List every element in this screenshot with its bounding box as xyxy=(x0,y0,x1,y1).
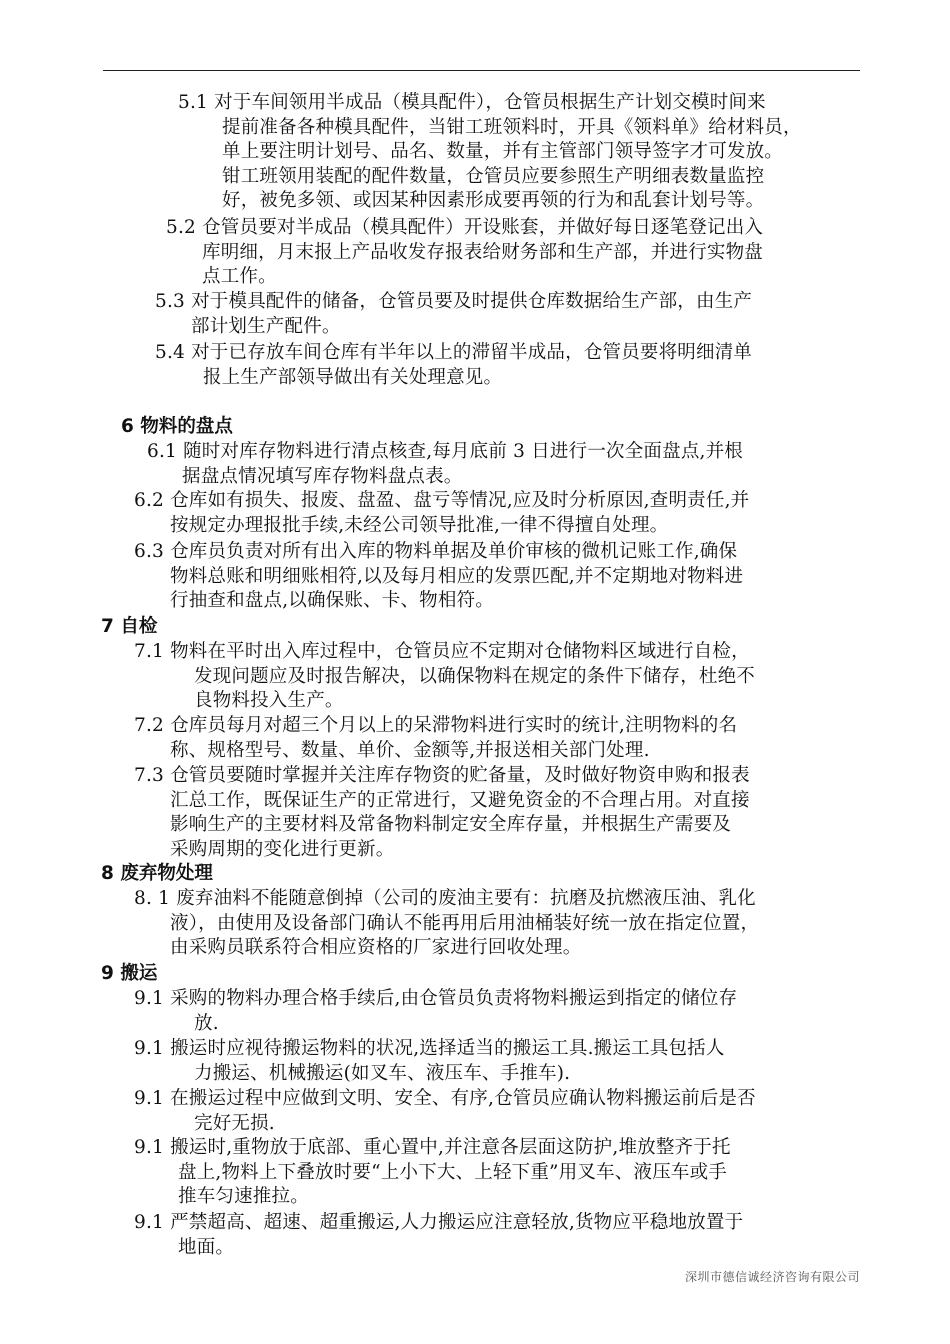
text-line: 9.1 搬运时应视待搬运物料的状况,选择适当的搬运工具.搬运工具包括人 xyxy=(134,1038,725,1059)
text-line: 单上要注明计划号、品名、数量，并有主管部门领导签字才可发放。 xyxy=(222,141,784,162)
clause-5-1 xyxy=(178,91,802,214)
text-line: 5.3 对于模具配件的储备，仓管员要及时提供仓库数据给生产部，由生产 xyxy=(155,291,753,312)
clause-6-2 xyxy=(134,489,749,538)
text-line: 行抽查和盘点,以确保账、卡、物相符。 xyxy=(170,590,494,611)
clause-9-1e xyxy=(134,1211,743,1260)
text-line: 部计划生产配件。 xyxy=(191,315,341,337)
text-line: 6.3 仓库员负责对所有出入库的物料单据及单价审核的微机记账工作,确保 xyxy=(134,541,738,562)
text-line: 6.2 仓库如有损失、报废、盘盈、盘亏等情况,应及时分析原因,查明责任,并 xyxy=(134,490,750,511)
text-line: 地面。 xyxy=(178,1236,235,1258)
text-line: 9.1 严禁超高、超速、超重搬运,人力搬运应注意轻放,货物应平稳地放置于 xyxy=(134,1212,744,1233)
text-line: 7.2 仓库员每月对超三个月以上的呆滞物料进行实时的统计,注明物料的名 xyxy=(134,715,738,736)
text-line: 发现问题应及时报告解决，以确保物料在规定的条件下储存，杜绝不 xyxy=(194,665,756,687)
text-line: 库明细，月末报上产品收发存报表给财务部和生产部，并进行实物盘 xyxy=(202,241,764,263)
text-line: 按规定办理报批手续,未经公司领导批准,一律不得擅自处理。 xyxy=(170,514,669,536)
clause-9-1d xyxy=(134,1136,731,1210)
clause-6-3 xyxy=(134,540,743,614)
clause-9-1a xyxy=(134,987,737,1036)
text-line: 影响生产的主要材料及常备物料制定安全库存量，并根据生产需要及 xyxy=(170,814,732,835)
text-line: 点工作。 xyxy=(202,266,277,287)
text-line: 5.4 对于已存放车间仓库有半年以上的滞留半成品，仓管员要将明细清单 xyxy=(155,342,753,363)
text-line: 9.1 采购的物料办理合格手续后,由仓管员负责将物料搬运到指定的储位存 xyxy=(134,988,738,1009)
text-line: 钳工班领用装配的配件数量，仓管员应要参照生产明细表数量监控 xyxy=(222,165,765,187)
clause-8-1 xyxy=(134,887,759,961)
text-line: 放. xyxy=(194,1012,219,1034)
text-line: 据盘点情况填写库存物料盘点表。 xyxy=(182,465,463,487)
section-heading-6: 6 物料的盘点 xyxy=(121,416,233,437)
text-line: 9.1 在搬运过程中应做到文明、安全、有序,仓管员应确认物料搬运前后是否 xyxy=(134,1088,756,1109)
clause-7-3 xyxy=(134,764,750,862)
text-line: 由采购员联系符合相应资格的厂家进行回收处理。 xyxy=(170,937,582,958)
footer-company: 深圳市德信诚经济咨询有限公司 xyxy=(684,1270,860,1284)
text-line: 6.1 随时对库存物料进行清点核查,每月底前 3 日进行一次全面盘点,并根 xyxy=(147,441,743,462)
clause-5-3 xyxy=(155,290,752,339)
clause-9-1b xyxy=(134,1037,725,1086)
text-line: 良物料投入生产。 xyxy=(194,690,344,711)
section-heading-8: 8 废弃物处理 xyxy=(101,863,213,884)
text-line: 9.1 搬运时,重物放于底部、重心置中,并注意各层面这防护,堆放整齐于托 xyxy=(134,1137,731,1158)
text-line: 提前准备各种模具配件，当钳工班领料时，开具《领料单》给材料员， xyxy=(222,116,802,138)
clause-7-1 xyxy=(134,640,755,714)
text-line: 7.3 仓管员要随时掌握并关注库存物资的贮备量，及时做好物资申购和报表 xyxy=(134,765,750,786)
clause-7-2 xyxy=(134,714,737,763)
clause-6-1 xyxy=(147,440,743,489)
header-rule xyxy=(103,70,860,71)
text-line: 称、规格型号、数量、单价、金额等,并报送相关部门处理. xyxy=(170,739,650,761)
clause-9-1c xyxy=(134,1087,756,1136)
text-line: 8. 1 废弃油料不能随意倒掉（公司的废油主要有：抗磨及抗燃液压油、乳化 xyxy=(134,888,756,909)
clause-5-2 xyxy=(166,216,763,290)
text-line: 液），由使用及设备部门确认不能再用后用油桶装好统一放在指定位置， xyxy=(170,912,760,934)
text-line: 5.2 仓管员要对半成品（模具配件）开设账套，并做好每日逐笔登记出入 xyxy=(166,217,764,238)
section-heading-7: 7 自检 xyxy=(101,616,158,637)
text-line: 完好无损. xyxy=(194,1112,275,1134)
text-line: 力搬运、机械搬运(如叉车、液压车、手推车). xyxy=(194,1062,571,1084)
text-line: 盘上,物料上下叠放时要“上小下大、上轻下重”用叉车、液压车或手 xyxy=(178,1161,727,1183)
text-line: 物料总账和明细账相符,以及每月相应的发票匹配,并不定期地对物料进 xyxy=(170,565,744,587)
text-line: 采购周期的变化进行更新。 xyxy=(170,838,395,860)
text-line: 好，被免多领、或因某种因素形成要再领的行为和乱套计划号等。 xyxy=(222,190,765,211)
text-line: 报上生产部领导做出有关处理意见。 xyxy=(203,366,503,388)
text-line: 汇总工作，既保证生产的正常进行，又避免资金的不合理占用。对直接 xyxy=(170,789,750,811)
text-line: 5.1 对于车间领用半成品（模具配件），仓管员根据生产计划交模时间来 xyxy=(178,92,766,113)
clause-5-4 xyxy=(155,341,752,390)
text-line: 7.1 物料在平时出入库过程中，仓管员应不定期对仓储物料区域进行自检， xyxy=(134,641,750,662)
text-line: 推车匀速推拉。 xyxy=(178,1186,309,1207)
section-heading-9: 9 搬运 xyxy=(101,963,158,984)
